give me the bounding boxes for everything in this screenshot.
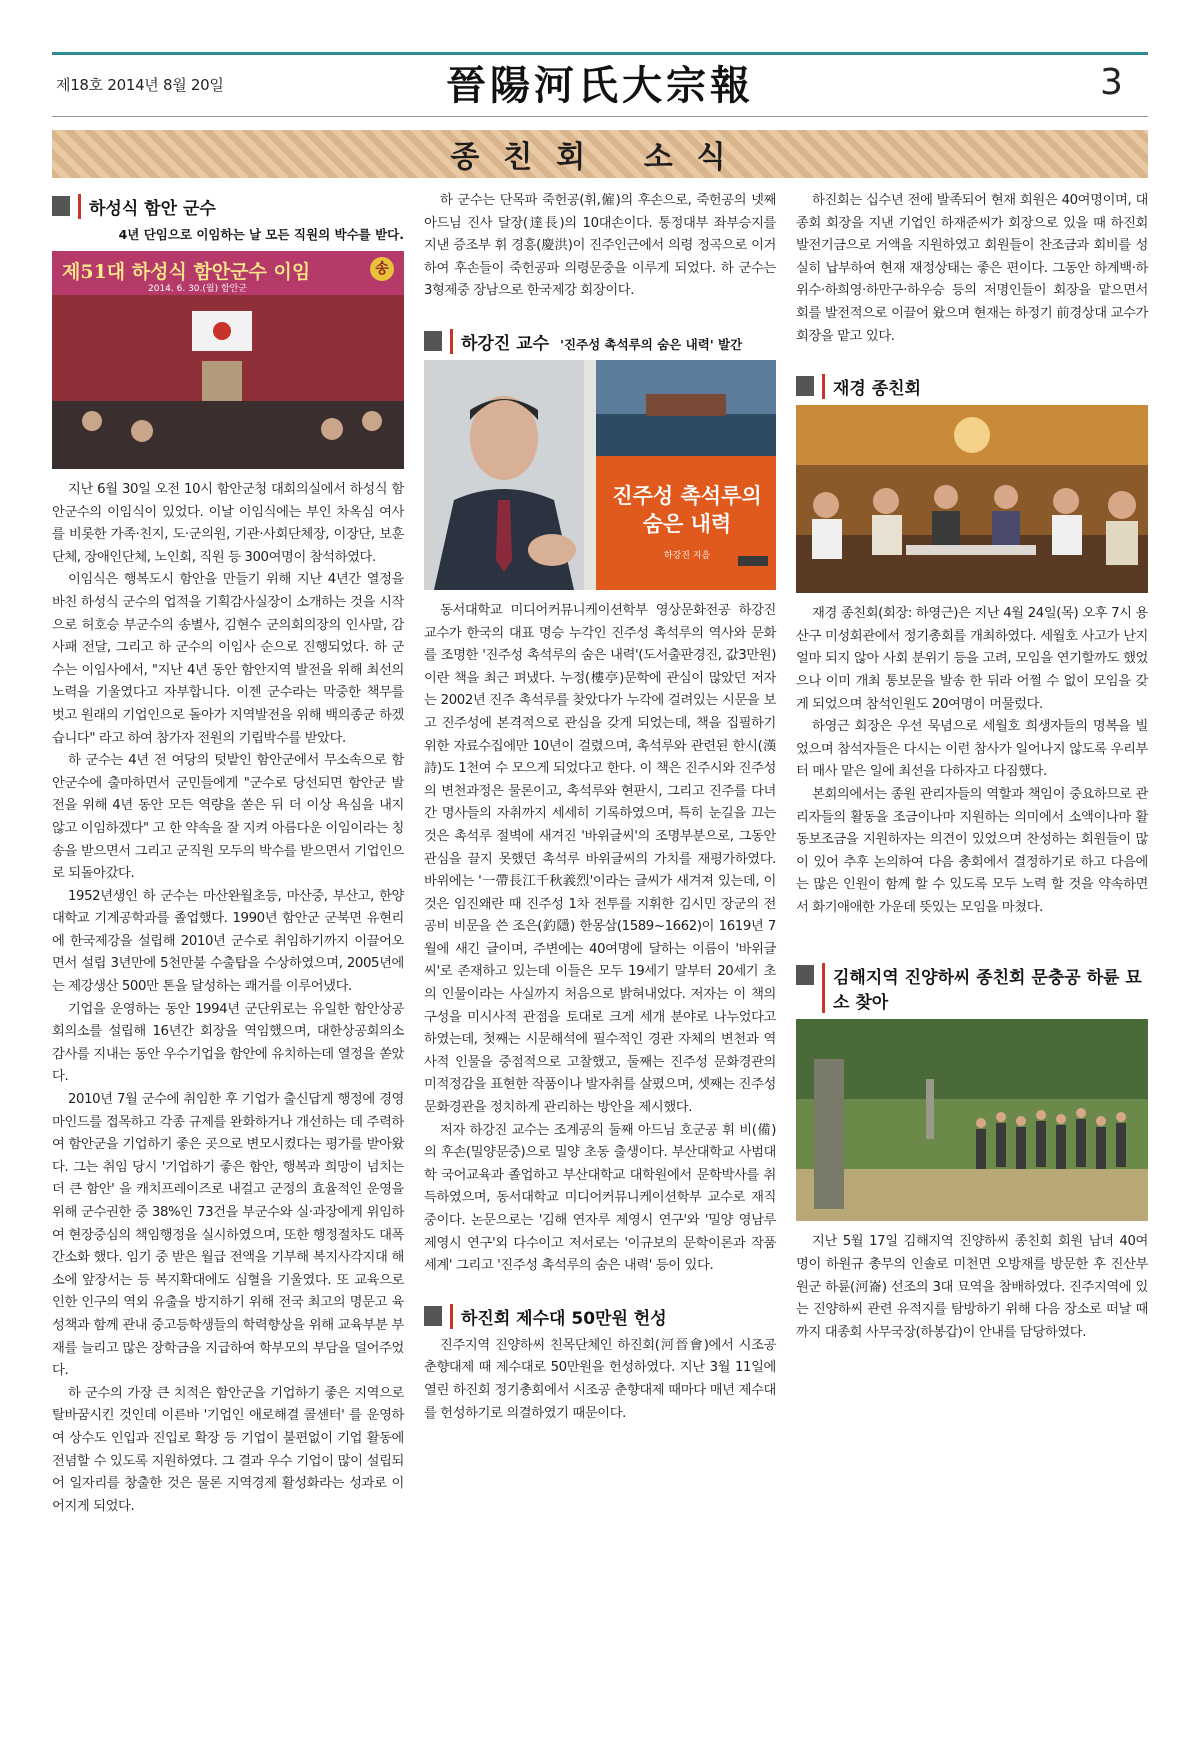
article-title: 하진회 제수대 50만원 헌성 <box>461 1308 667 1329</box>
section-title: 종친회 소식 <box>450 140 750 175</box>
heading-marker-icon <box>52 196 70 216</box>
article-title: 재경 종친회 <box>833 379 922 400</box>
article-paragraph: 2010년 7월 군수에 취임한 후 기업가 출신답게 행정에 경영마인드를 접목하고 각종 규제를 완화하거나 개선하는 데 주력하여 함안군을 기업하기 좋은 곳으로 변모시켰다는 평가를 받아왔다. 그는 취임 당시 '기업하기 좋은 함안, 행복과 희망이 넘치는 더 큰 함안' 을 캐치프레이즈로 내걸고 군정의 효율적인 운영을 위해 군수권한 중 38%인 73건을 부군수와 실·과장에게 위임하여 현장중심의 책임행정을 실시하였으며, 또한 행정절차도 대폭 간소화 했다. 임기 중 받은 월급 전액을 기부해 복지사각지대 해소에 앞장서는 등 복지확대에도 심혈을 기울였다. 또 교육으로 인한 인구의 역외 유출을 방지하기 위해 전국 최고의 명문고 육성책과 함께 관내 중고등학생들의 학력향상을 위해 교육부분 부재를 늘리고 많은 장학금을 지급하여 학부모의 부담을 덜어주었다. <box>52 1092 404 1379</box>
heading-marker-icon <box>796 376 814 396</box>
article-subtitle: 4년 단임으로 이임하는 날 모든 직원의 박수를 받다. <box>118 227 404 242</box>
article-heading <box>796 963 1148 1013</box>
article-heading <box>424 329 776 354</box>
page-number: 3 <box>1100 62 1123 103</box>
column-1 <box>52 190 404 1518</box>
masthead-rule <box>52 116 1148 117</box>
article-title: 하강진 교수 <box>461 333 550 354</box>
article-paragraph: 하 군수는 4년 전 여당의 텃밭인 함안군에서 무소속으로 함안군수에 출마하면서 군민들에게 "군수로 당선되면 함안군 발전을 위해 4년 동안 모든 역량을 쏟은 뒤 더 이상 욕심을 내지 않고 이임하겠다" 고 한 약속을 잘 지켜 아름다운 이임이라는 칭송을 받으면서 그리고 군직원 모두의 박수를 받으면서 기업인으로 되돌아갔다. <box>52 753 404 882</box>
article-paragraph: 동서대학교 미디어커뮤니케이션학부 영상문화전공 하강진 교수가 한국의 대표 명승 누각인 진주성 촉석루의 역사와 문화를 조명한 '진주성 촉석루의 숨은 내력'(도서출판경진, 값3만원)이란 책을 최근 펴냈다. 누정(樓亭)문학에 관심이 많았던 저자는 2002년 진주 촉석루를 찾았다가 누각에 걸려있는 시문을 보고 진주성에 본격적으로 관심을 갖게 되었는데, 책을 집필하기 위한 자료수집에만 10년이 걸렸으며, 촉석루와 관련된 한시(漢詩)도 1천여 수 모으게 되었다고 한다. 이 책은 진주시와 진주성의 변천과정은 물론이고, 촉석루와 현판시, 그리고 진주를 다녀간 명사들의 자취까지 세세히 기록하였으며, 특히 눈길을 끄는 것은 촉석루 절벽에 새겨진 '바위글씨'의 조명부분으로, 그동안 관심을 끌지 못했던 촉석루 바위글씨의 가치를 재평가하였다. 바위에는 '一帶長江千秋義烈'이라는 글씨가 새겨져 있는데, 이것은 임진왜란 때 진주성 1차 전투를 지휘한 김시민 장군의 전공비 비문을 쓴 조은(釣隱) 한몽삼(1589~1662)이 1619년 7월에 새긴 글이며, 주변에는 40여명에 달하는 이름이 '바위글씨'로 존재하고 있는데 이들은 모두 19세기 말부터 20세기 초의 인물이라는 사실까지 처음으로 밝혀내었다. 저자는 이 책의 구성을 미시사적 관점을 토대로 크게 세개 분야로 나누었다고 하였는데, 첫째는 시문해석에 필수적인 경관 자체의 변천과 역사적 인물을 중점적으로 고찰했고, 둘째는 진주성 문화경관의 미적정감을 표현한 작품이나 발자취를 살폈으며, 셋째는 진주성 문화경관을 정치하게 관리하는 방안을 제시했다. <box>424 602 776 1116</box>
article-heading <box>424 1304 776 1329</box>
heading-marker-icon <box>424 331 442 351</box>
article-title: 하성식 함안 군수 <box>89 199 216 219</box>
article-title: 김해지역 진양하씨 종친회 문충공 하륜 묘소 찾아 <box>833 968 1142 1014</box>
article-paragraph: 지난 5월 17일 김해지역 진양하씨 종친회 회원 남녀 40여 명이 하원규 총무의 인솔로 미천면 오방재를 방문한 후 진산부원군 하륜(河崙) 선조의 3대 묘역을 참배하였다. 진주지역에 있는 진양하씨 관련 유적지를 탐방하기 위해 다음 장소로 떠날 때까지 대종회 사무국장(하봉갑)이 안내를 담당하였다. <box>796 1234 1148 1340</box>
section-banner <box>52 130 1148 178</box>
article-paragraph: 기업을 운영하는 동안 1994년 군단위로는 유일한 함안상공회의소를 설립해 16년간 회장을 역임했으며, 대한상공회의소 감사를 지내는 동안 우수기업을 함안에 유치하는데 열정을 쏟았다. <box>52 1001 404 1085</box>
article-paragraph: 1952년생인 하 군수는 마산완월초등, 마산중, 부산고, 한양대학교 기계공학과를 졸업했다. 1990년 함안군 군북면 유현리에 한국제강을 설립해 2010년 군수로 취임하기까지 이끌어오면서 설립 3년만에 5천만불 수출탑을 수상하였으며, 2005년에는 제강생산 500만 톤을 달성하는 쾌거를 이루어냈다. <box>52 888 404 995</box>
column-2 <box>424 190 776 1425</box>
article-heading <box>796 374 1148 399</box>
book-cover-title <box>604 482 770 538</box>
article-paragraph: 저자 하강진 교수는 조계공의 둘째 아드님 호군공 휘 비(備)의 후손(밀양문중)으로 밀양 초동 출생이다. 부산대학교 사범대학 국어교육과 졸업하고 부산대학교 대학원에서 문학박사를 취득하였으며, 동서대학교 미디어커뮤니케이션학부 교수로 재직중이다. 논문으로는 '김해 연자루 제영시 연구'와 '밀양 영남루 제영시 연구'외 다수이고 저서로는 '이규보의 문학이론과 작품세계' 그리고 '진주성 촉석루의 숨은 내력' 등이 있다. <box>424 1122 776 1274</box>
masthead-title: 晉陽河氏大宗報 <box>446 62 754 109</box>
heading-marker-icon <box>796 965 814 985</box>
article-paragraph: 하진회는 십수년 전에 발족되어 현재 회원은 40여명이며, 대종회 회장을 지낸 기업인 하재준씨가 회장으로 있을 때 하진회 발전기금으로 거액을 지원하였고 회원들이 찬조금과 회비를 성실히 납부하여 현재 재정상태는 좋은 편이다. 그동안 하계백·하위수·하희영·하만구·하우승 등의 저명인들이 회장을 맡으면서 회를 발전적으로 이끌어 왔으며 현재는 하정기 前경상대 교수가 회장을 맡고 있다. <box>796 193 1148 344</box>
seoul-meeting-photo <box>796 405 1148 593</box>
author-and-book-photo <box>424 360 776 590</box>
article-paragraph: 이임식은 행복도시 함안을 만들기 위해 지난 4년간 열정을 바친 하성식 군수의 업적을 기획감사실장이 소개하는 것을 시작으로 허호승 부군수의 송별사, 김현수 군의회의장의 인사말, 감사패 전달, 그리고 하 군수의 이임사 순으로 진행되었다. 하 군수는 이임사에서, "지난 4년 동안 함안지역 발전을 위해 최선의 노력을 기울였다고 자부합니다. 이젠 군수라는 막중한 책무를 벗고 원래의 기업인으로 돌아가 지역발전을 위해 백의종군 하겠습니다" 라고 하여 참가자 전원의 기립박수를 받았다. <box>52 572 404 746</box>
article-paragraph: 진주지역 진양하씨 친목단체인 하진회(河晉會)에서 시조공 춘향대제 때 제수대로 50만원을 헌성하였다. 지난 3월 11일에 열린 하진회 정기총회에서 시조공 춘향대제 때마다 매년 제수대를 헌성하기로 의결하였기 때문이다. <box>424 1337 776 1421</box>
article-paragraph: 하 군수의 가장 큰 치적은 함안군을 기업하기 좋은 지역으로 탈바꿈시킨 것인데 이른바 '기업인 애로해결 콜센터' 를 운영하여 상수도 인입과 진입로 확장 등 기업이 불편없이 기업 활동에 전념할 수 있도록 지원하였다. 그 결과 우수 기업이 많이 설립되어 일자리를 창출한 것은 물론 지역경제 활성화라는 성과로 이어지게 되었다. <box>52 1385 404 1514</box>
photo-banner-text: 제51대 하성식 함안군수 이임 <box>62 261 311 283</box>
article-paragraph: 본회의에서는 종원 관리자들의 역할과 책임이 중요하므로 관리자들의 활동을 조금이나마 지원하는 의미에서 소액이나마 활동보조금을 지원하자는 의견이 있었으며 찬성하는 회원들이 많이 있어 추후 논의하여 다음 총회에서 결정하기로 하고 다음에는 많은 인원이 함께 할 수 있도록 모두 노력 할 것을 약속하면서 화기애애한 가운데 뜻있는 모임을 마쳤다. <box>796 786 1148 915</box>
article-paragraph: 하영근 회장은 우선 묵념으로 세월호 희생자들의 명복을 빌었으며 참석자들은 다시는 이런 참사가 일어나지 않도록 우리부터 매사 맡은 일에 최선을 다하자고 다짐했다. <box>796 719 1148 780</box>
article-paragraph: 재경 종친회(회장: 하영근)은 지난 4월 24일(목) 오후 7시 용산구 미성회관에서 정기총회를 개최하였다. 세월호 사고가 난지 얼마 되지 않아 사회 분위기 등을 고려, 모임을 연기할까도 했었으나 이미 개최 통보문을 발송 한 뒤라 어쩔 수 없이 모임을 갖게 되었으며 참석인원도 20여명이 머물렀다. <box>796 606 1148 712</box>
photo-banner-badge: 송 <box>370 257 394 281</box>
article-heading <box>52 194 404 219</box>
tomb-visit-photo <box>796 1019 1148 1221</box>
book-title-line-2: 숨은 내력 <box>642 511 732 536</box>
farewell-ceremony-photo <box>52 251 404 469</box>
book-title-line-1: 진주성 촉석루의 <box>612 483 762 508</box>
article-subtitle: '진주성 촉석루의 숨은 내력' 발간 <box>560 336 743 352</box>
book-author: 하강진 지음 <box>663 550 711 561</box>
photo-banner-date: 2014. 6. 30.(월) 함안군 <box>148 284 248 294</box>
issue-date: 제18호 2014년 8월 20일 <box>56 76 224 94</box>
heading-marker-icon <box>424 1306 442 1326</box>
article-paragraph: 지난 6월 30일 오전 10시 함안군청 대회의실에서 하성식 함안군수의 이임식이 있었다. 이날 이임식에는 부인 차옥심 여사를 비롯한 가족·친지, 도·군의원, 기관·사회단체장, 이장단, 보훈단체, 장애인단체, 노인회, 직원 등 300여명이 참석하였다. <box>52 482 404 565</box>
column-3 <box>796 190 1148 1344</box>
article-paragraph: 하 군수는 단목파 죽헌공(휘,僱)의 후손으로, 죽헌공의 넷째아드님 진사 달장(達長)의 10대손이다. 통정대부 좌부승지를 지낸 증조부 휘 경흥(慶洪)이 진주인근에서 의령 정곡으로 이거하여 후손들이 죽헌공파 의령문중을 이루게 되었다. 하 군수는 3형제중 장남으로 한국제강 회장이다. <box>424 193 776 299</box>
